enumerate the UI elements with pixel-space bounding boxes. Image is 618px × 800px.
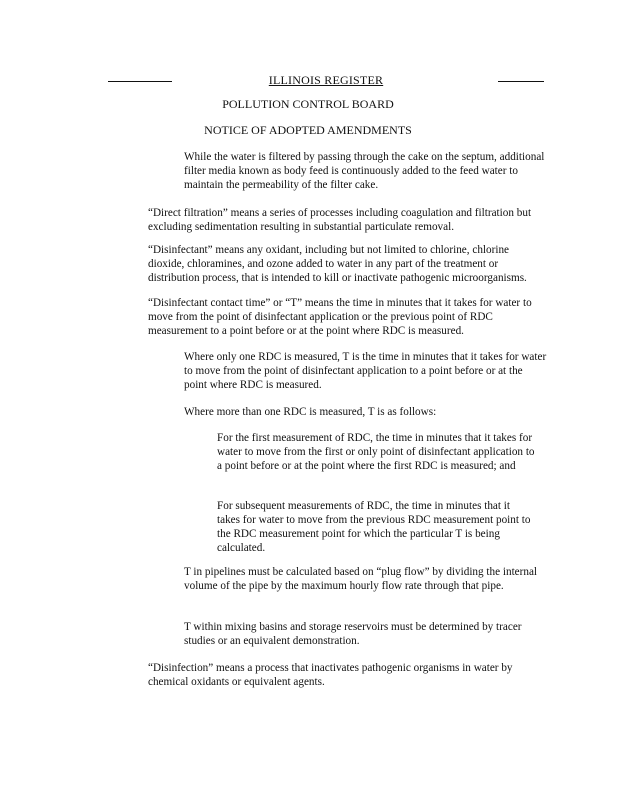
subsequent-measurement-paragraph: For subsequent measurements of RDC, the time in minutes that it takes for water to move from the previous RDC measurement point to the RDC measurement point for which the particular T is being calculated. <box>217 500 531 554</box>
pipelines-paragraph: T in pipelines must be calculated based on “plug flow” by dividing the internal volume of the pipe by the maximum hourly flow rate through that pipe. <box>184 566 538 592</box>
body-feed-paragraph: While the water is filtered by passing through the cake on the septum, additional filter media known as body feed is continuously added to the feed water to maintain the permeability of the filter cake. <box>184 151 545 191</box>
mixing-basins-paragraph: T within mixing basins and storage reservoirs must be determined by tracer studies or an equivalent demonstration. <box>184 621 522 647</box>
header-rule-right <box>498 81 544 82</box>
disinfectant-contact-time-definition: “Disinfectant contact time” or “T” means the time in minutes that it takes for water to move from the point of disinfectant application or the previous point of RDC measurement to a point before or at the point where RDC is measured. <box>148 297 532 337</box>
disinfection-definition: “Disinfection” means a process that inactivates pathogenic organisms in water by chemical oxidants or equivalent agents. <box>148 662 513 688</box>
first-measurement-paragraph: For the first measurement of RDC, the time in minutes that it takes for water to move from the first or only point of disinfectant application to a point before or at the point where the first RDC is measured; and <box>217 432 535 472</box>
multiple-rdc-paragraph: Where more than one RDC is measured, T is as follows: <box>184 406 437 418</box>
board-title: POLLUTION CONTROL BOARD <box>222 97 394 111</box>
notice-title: NOTICE OF ADOPTED AMENDMENTS <box>204 123 412 137</box>
single-rdc-paragraph: Where only one RDC is measured, T is the time in minutes that it takes for water to move from the point of disinfectant application to a point before or at the point where RDC is measured. <box>184 351 547 391</box>
disinfectant-definition: “Disinfectant” means any oxidant, including but not limited to chlorine, chlorine dioxide, chloramines, and ozone added to water in any part of the treatment or distribution process, that is intended to kill or inactivate pathogenic microorganisms. <box>148 244 527 284</box>
register-title: ILLINOIS REGISTER <box>268 73 384 87</box>
register-header <box>108 73 544 87</box>
direct-filtration-definition: “Direct filtration” means a series of processes including coagulation and filtration but excluding sedimentation resulting in substantial particulate removal. <box>148 207 532 233</box>
